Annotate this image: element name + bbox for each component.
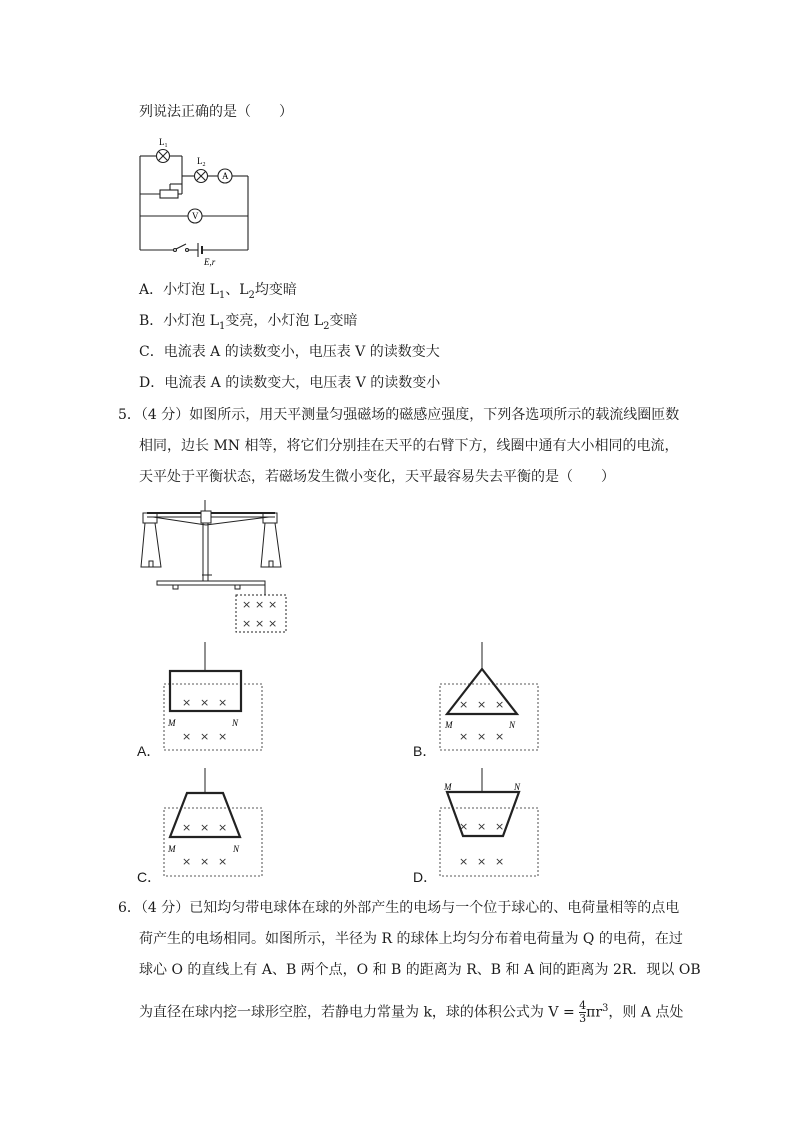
q4-circuit-diagram — [130, 132, 260, 272]
field-cross: × — [495, 730, 505, 743]
field-cross: × — [200, 821, 210, 834]
q5-option-d-label: D． — [413, 869, 438, 885]
q6-line-1: 6．（4 分）已知均匀带电球体在球的外部产生的电场与一个位于球心的、电荷量相等的点电 — [118, 900, 680, 916]
field-cross: × — [200, 855, 210, 868]
field-cross: × — [459, 820, 469, 833]
field-cross: × — [182, 730, 192, 743]
q5-option-b-diagram — [437, 642, 547, 752]
field-cross: × — [268, 617, 278, 630]
m-label: M — [168, 844, 176, 854]
q4-option-c: C．电流表 A 的读数变小，电压表 V 的读数变大 — [139, 344, 440, 360]
n-label: N — [514, 782, 521, 792]
q6-line-4: 为直径在球内挖一球形空腔，若静电力常量为 k，球的体积公式为 V = $\frac{4}{3}$ $\pi r^3$，则 A 点处 — [139, 999, 684, 1026]
n-label: N — [232, 718, 239, 728]
q4-stem-tail: 列说法正确的是（ ） — [139, 104, 293, 120]
q4-option-b: B．小灯泡 $L_1$变亮，小灯泡 $L_2$变暗 — [139, 313, 358, 332]
q5-option-b-label: B． — [413, 743, 437, 759]
q5-option-c-diagram — [160, 768, 270, 880]
field-cross: × — [255, 617, 265, 630]
field-cross: × — [268, 598, 278, 611]
q4-option-a: A．小灯泡 $L_1$、$L_2$均变暗 — [139, 282, 297, 301]
field-cross: × — [182, 821, 192, 834]
q5-option-c-label: C． — [137, 869, 162, 885]
m-label: M — [444, 782, 452, 792]
field-cross: × — [495, 698, 505, 711]
q5-option-a-label: A． — [137, 743, 161, 759]
field-cross: × — [182, 696, 192, 709]
field-cross: × — [477, 855, 487, 868]
field-cross: × — [218, 696, 228, 709]
field-cross: × — [495, 820, 505, 833]
voltmeter-label: V — [192, 211, 199, 221]
field-cross: × — [477, 698, 487, 711]
field-cross: × — [459, 698, 469, 711]
q5-stem-line-3: 天平处于平衡状态，若磁场发生微小变化，天平最容易失去平衡的是（ ） — [139, 469, 615, 485]
n-label: N — [233, 844, 240, 854]
q6-line-3: 球心 O 的直线上有 A、B 两个点，O 和 B 的距离为 R、B 和 A 间的距离为 2R．现以 OB — [139, 962, 701, 978]
field-cross: × — [218, 730, 228, 743]
field-cross: × — [200, 696, 210, 709]
field-cross: × — [477, 730, 487, 743]
q5-stem-line-2: 相同，边长 MN 相等，将它们分别挂在天平的右臂下方，线圈中通有大小相同的电流， — [139, 438, 679, 454]
l1-label: $L_1$ — [159, 137, 168, 149]
m-label: M — [168, 718, 176, 728]
m-label: M — [445, 720, 453, 730]
l2-label: $L_2$ — [197, 156, 206, 168]
field-cross: × — [218, 855, 228, 868]
field-cross: × — [477, 820, 487, 833]
field-cross: × — [495, 855, 505, 868]
field-cross: × — [218, 821, 228, 834]
field-cross: × — [182, 855, 192, 868]
q5-option-d-diagram — [437, 768, 547, 880]
q5-balance-diagram — [135, 495, 295, 640]
q5-stem-line-1: 5．（4 分）如图所示，用天平测量匀强磁场的磁感应强度，下列各选项所示的载流线圈匝数 — [118, 407, 680, 423]
volume-fraction: $\frac{4}{3}$ — [579, 999, 587, 1026]
emf-label: E,r — [204, 257, 216, 267]
q5-option-a-diagram — [160, 642, 270, 752]
field-cross: × — [200, 730, 210, 743]
q6-line-2: 荷产生的电场相同。如图所示，半径为 R 的球体上均匀分布着电荷量为 Q 的电荷，在过 — [139, 931, 683, 947]
field-cross: × — [459, 730, 469, 743]
q4-option-d: D．电流表 A 的读数变大，电压表 V 的读数变小 — [139, 375, 441, 391]
field-cross: × — [242, 617, 252, 630]
n-label: N — [509, 720, 516, 730]
field-cross: × — [255, 598, 265, 611]
field-cross: × — [242, 598, 252, 611]
ammeter-label: A — [222, 171, 229, 181]
field-cross: × — [459, 855, 469, 868]
